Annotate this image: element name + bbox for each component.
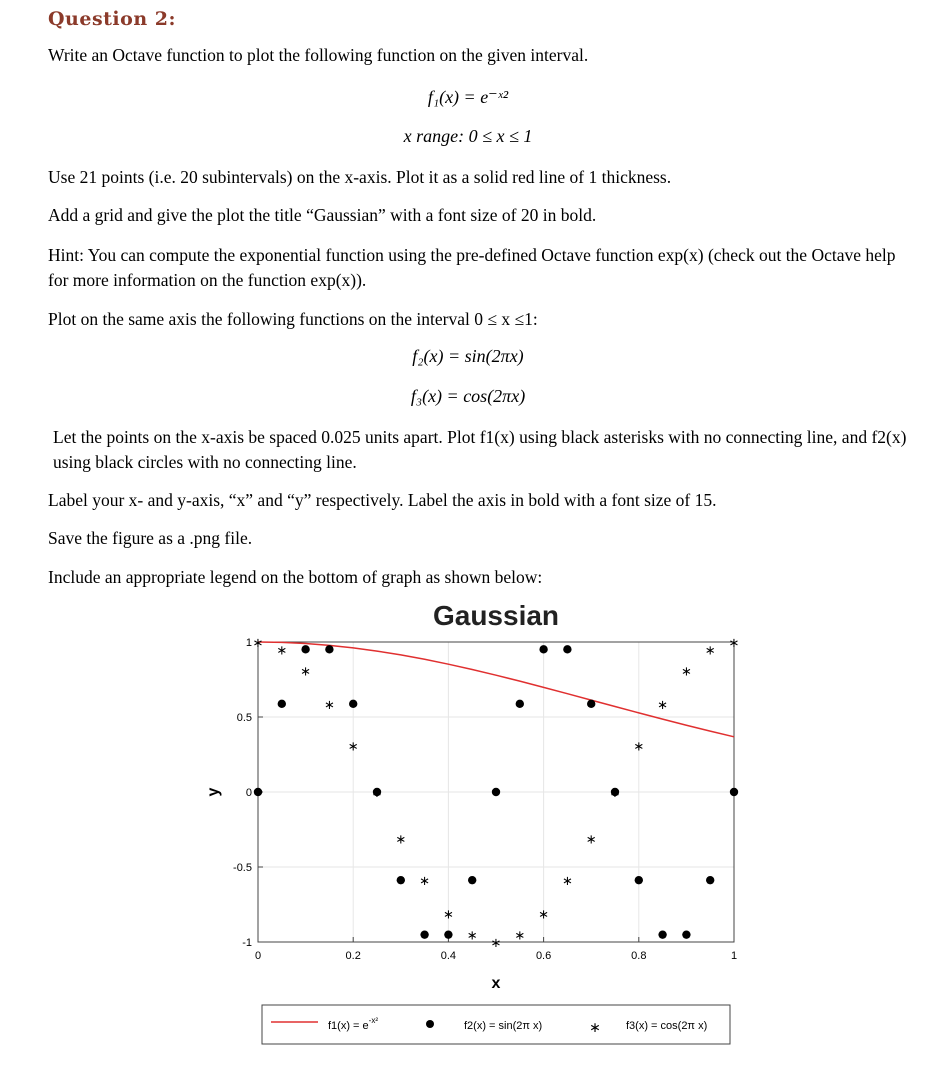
y-tick-label: 0	[245, 787, 252, 799]
legend-f1-label: $f1(x) = e^{-x^2}$	[328, 1016, 378, 1032]
legend-f2-label: f2(x) = sin(2π x)	[464, 1020, 543, 1032]
f2-point	[658, 930, 666, 938]
f3-point: ∗	[442, 906, 454, 922]
f3-point: ∗	[490, 935, 502, 950]
x-tick-label: 0.4	[440, 950, 457, 962]
same-axis-instruction: Plot on the same axis the following functions on the interval 0 ≤ x ≤1:	[48, 309, 538, 329]
f3-point: ∗	[657, 696, 669, 712]
f3-point: ∗	[514, 927, 526, 943]
legend-instruction: Include an appropriate legend on the bottom of graph as shown below:	[48, 567, 543, 587]
f3-point: ∗	[300, 663, 312, 679]
y-tick-label: 0.5	[236, 712, 252, 724]
f2-point	[397, 876, 405, 884]
chart-legend	[262, 1005, 730, 1044]
range-text: x range: 0 ≤ x ≤ 1	[403, 126, 533, 146]
x-tick-label: 0.2	[345, 950, 361, 962]
f3-point: ∗	[419, 873, 431, 889]
f3-point: ∗	[680, 663, 692, 679]
f3-point: ∗	[561, 873, 573, 889]
y-axis-label: y	[205, 787, 222, 797]
f2-point	[349, 700, 357, 708]
question-heading: Question 2:	[48, 8, 176, 30]
equation-f2: f₂(x) = sin(2πx)	[412, 346, 524, 366]
legend-f2-swatch	[426, 1020, 434, 1028]
f3-point: ∗	[276, 642, 288, 658]
f2-point	[706, 876, 714, 884]
f3-point: ∗	[347, 738, 359, 754]
legend-f3-label: f3(x) = cos(2π x)	[626, 1020, 708, 1032]
y-tick-label: 1	[245, 637, 252, 649]
f2-point	[563, 645, 571, 653]
x-tick-label: 0.8	[631, 950, 647, 962]
hint-text: Hint: You can compute the exponential function using the pre-defined Octave function exp(x) (check out the Octave help for more information on the function exp(x)).	[48, 245, 896, 290]
chart-canvas	[180, 592, 760, 1052]
f2-point	[420, 930, 428, 938]
f2-point	[468, 876, 476, 884]
f3-point: ∗	[728, 635, 740, 650]
save-instruction: Save the figure as a .png file.	[48, 528, 253, 548]
chart-title: Gaussian	[432, 600, 560, 631]
f2-point	[635, 876, 643, 884]
legend-f3-swatch: ∗	[589, 1019, 601, 1035]
x-tick-label: 0.6	[535, 950, 552, 962]
points-instruction: Use 21 points (i.e. 20 subintervals) on the x-axis. Plot it as a solid red line of 1 thickness.	[48, 167, 672, 187]
intro-text: Write an Octave function to plot the following function on the given interval.	[48, 45, 589, 65]
f2-point	[444, 930, 452, 938]
f1-series-line	[258, 642, 734, 737]
f2-point	[539, 645, 547, 653]
y-tick-label: -1	[242, 937, 252, 949]
f2-point	[682, 930, 690, 938]
x-tick-label: 1	[730, 950, 738, 962]
f2-point	[587, 700, 595, 708]
x-tick-label: 0	[254, 950, 262, 962]
f3-point: ∗	[466, 927, 478, 943]
f3-point: ∗	[609, 785, 621, 800]
grid-instruction: Add a grid and give the plot the title “Gaussian” with a font size of 20 in bold.	[48, 205, 597, 225]
f3-point: ∗	[633, 738, 645, 754]
f2-point	[325, 645, 333, 653]
f2-point	[516, 700, 524, 708]
equation-f1: f₁(x) = e⁻ˣ²	[427, 87, 509, 107]
gaussian-chart	[180, 592, 760, 1052]
x-axis-label: x	[491, 975, 501, 992]
f3-point: ∗	[371, 785, 383, 800]
f3-point: ∗	[252, 635, 264, 650]
y-tick-label: -0.5	[233, 862, 252, 874]
f2-point	[254, 788, 262, 796]
f2-point	[730, 788, 738, 796]
equation-f3: f₃(x) = cos(2πx)	[410, 386, 526, 406]
f2-point	[492, 788, 500, 796]
f3-point: ∗	[585, 831, 597, 847]
labels-instruction: Label your x- and y-axis, “x” and “y” respectively. Label the axis in bold with a font size of 15.	[48, 490, 717, 510]
f3-point: ∗	[704, 642, 716, 658]
f3-point: ∗	[538, 906, 550, 922]
f3-point: ∗	[323, 696, 335, 712]
spacing-instruction: Let the points on the x-axis be spaced 0.025 units apart. Plot f1(x) using black asterisks with no connecting line, and f2(x) using black circles with no connecting line.	[53, 427, 907, 472]
f2-point	[278, 700, 286, 708]
f2-point	[301, 645, 309, 653]
f3-point: ∗	[395, 831, 407, 847]
